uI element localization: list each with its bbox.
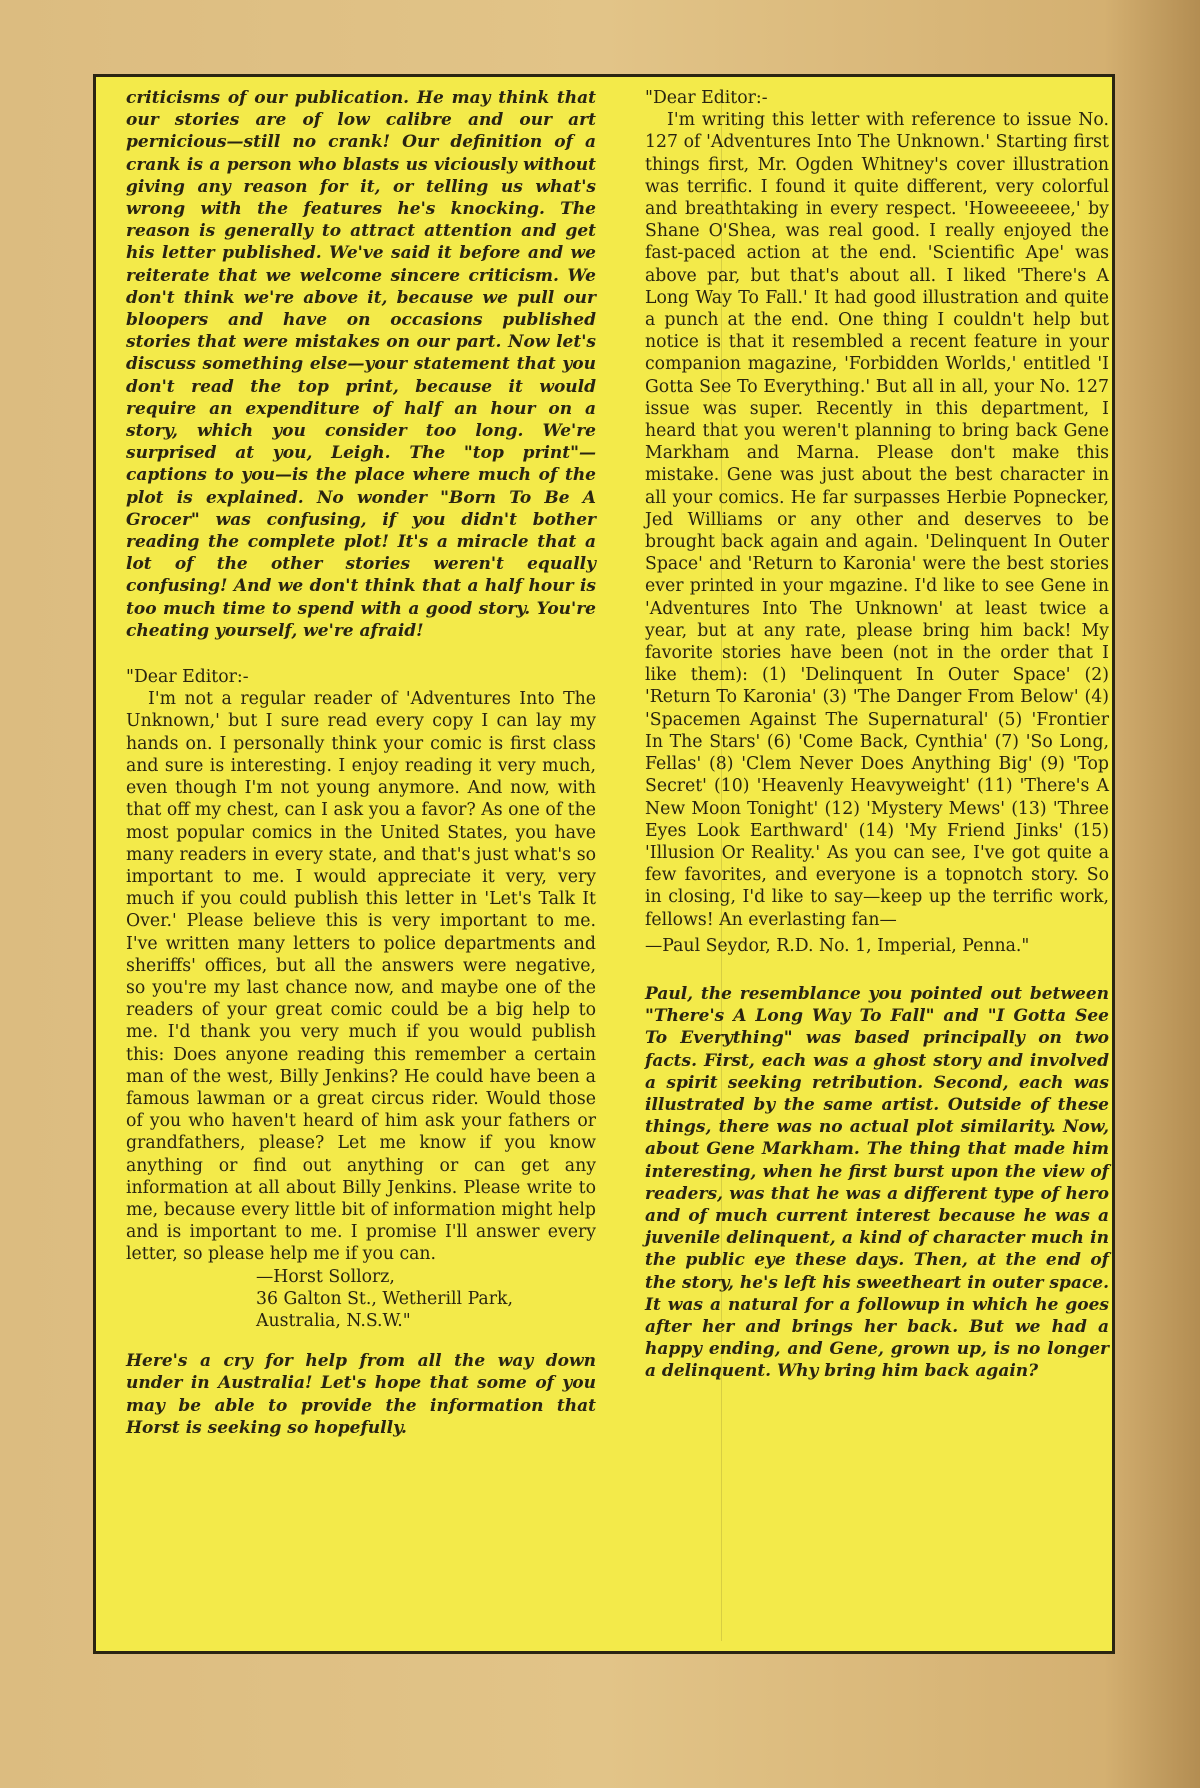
- signature-paul: —Paul Seydor, R.D. No. 1, Imperial, Penna.": [645, 935, 1030, 956]
- right-column: [645, 87, 1109, 1383]
- letter-body-paul: I'm writing this letter with reference to issue No. 127 of 'Adventures Into The Unknown.' Starting first things first, Mr. Ogden Whitney's cover illustration was terrific. I found it quite different, very colorful and breathtaking in every respect. 'Howeeeeee,' by Shane O'Shea, was real good. I really enjoyed the fast-paced action at the end. 'Scientific Ape' was above par, but that's about all. I liked 'There's A Long Way To Fall.' It had good illustration and quite a punch at the end. One thing I couldn't help but notice is that it resembled a recent feature in your companion magazine, 'Forbidden Worlds,' entitled 'I Gotta See To Everything.' But all in all, your No. 127 issue was super. Recently in this department, I heard that you weren't planning to bring back Gene Markham and Marna. Please don't make this mistake. Gene was just about the best character in all your comics. He far surpasses Herbie Popnecker, Jed Williams or any other and deserves to be brought back again and again. 'Delinquent In Outer Space' and 'Return to Karonia' were the best stories ever printed in your mgazine. I'd like to see Gene in 'Adventures Into The Unknown' at least twice a year, but at any rate, please bring him back! My favorite stories have been (not in the order that I like them): (1) 'Delinquent In Outer Space' (2) 'Return To Karonia' (3) 'The Danger From Below' (4) 'Spacemen Against The Supernatural' (5) 'Frontier In The Stars' (6) 'Come Back, Cynthia' (7) 'So Long, Fellas' (8) 'Clem Never Does Anything Big' (9) 'Top Secret' (10) 'Heavenly Heavyweight' (11) 'There's A New Moon Tonight' (12) 'Mystery Mews' (13) 'Three Eyes Look Earthward' (14) 'My Friend Jinks' (15) 'Illusion Or Reality.' As you can see, I've got quite a few favorites, and everyone is a topnotch story. So in closing, I'd like to say—keep up the terrific work, fellows! An everlasting fan—: [645, 110, 1109, 930]
- letter-salutation-paul: "Dear Editor:-: [645, 88, 768, 108]
- left-column: [126, 87, 596, 1439]
- editor-reply-paul: Paul, the resemblance you pointed out between "There's A Long Way To Fall" and "I Gotta See To Everything" was based principally on two facts. First, each was a ghost story and involved a spirit seeking retribution. Second, each was illustrated by the same artist. Outside of these things, there was no actual plot similarity. Now, about Gene Markham. The thing that made him interesting, when he first burst upon the view of readers, was that he was a different type of hero and of much current interest because he was a juvenile delinquent, a kind of character much in the public eye these days. Then, at the end of the story, he's left his sweetheart in outer space. It was a natural for a followup in which he goes after her and brings her back. But we had a happy ending, and Gene, grown up, is no longer a delinquent. Why bring him back again?: [645, 983, 1109, 1382]
- letter-salutation-horst: "Dear Editor:-: [126, 667, 249, 688]
- signature-address-line1: 36 Galton St., Wetherill Park,: [256, 1288, 513, 1309]
- editor-reply-horst: Here's a cry for help from all the way down under in Australia! Let's hope that some of you may be able to provide the information that Horst is seeking so hopefully.: [126, 1351, 596, 1438]
- editor-reply-leigh: criticisms of our publication. He may think that our stories are of low calibre and our art pernicious—still no crank! Our definition of a crank is a person who blasts us viciously without giving any reason for it, or telling us what's wrong with the features he's knocking. The reason is generally to attract attention and get his letter published. We've said it before and we reiterate that we welcome sincere criticism. We don't think we're above it, because we pull our bloopers and have on occasions published stories that were mistakes on our part. Now let's discuss something else—your statement that you don't read the top print, because it would require an expenditure of half an hour on a story, which you consider too long. We're surprised at you, Leigh. The "top print"—captions to you—is the place where much of the plot is explained. No wonder "Born To Be A Grocer" was confusing, if you didn't bother reading the complete plot! It's a miracle that a lot of the other stories weren't equally confusing! And we don't think that a half hour is too much time to spend with a good story. You're cheating yourself, we're afraid!: [126, 88, 596, 641]
- letter-body-horst: I'm not a regular reader of 'Adventures Into The Unknown,' but I sure read every copy I can lay my hands on. I personally think your comic is first class and sure is interesting. I enjoy reading it very much, even though I'm not young anymore. And now, with that off my chest, can I ask you a favor? As one of the most popular comics in the United States, you have many readers in every state, and that's just what's so important to me. I would appreciate it very, very much if you could publish this letter in 'Let's Talk It Over.' Please believe this is very important to me. I've written many letters to police departments and sheriffs' offices, but all the answers were negative, so you're my last chance now, and maybe one of the readers of your great comic could be a big help to me. I'd thank you very much if you would publish this: Does anyone reading this remember a certain man of the west, Billy Jenkins? He could have been a famous lawman or a great circus rider. Would those of you who haven't heard of him ask your fathers or grandfathers, please? Let me know if you know anything or find out anything or can get any information at all about Billy Jenkins. Please write to me, because every little bit of information might help and is important to me. I promise I'll answer every letter, so please help me if you can.: [126, 689, 596, 1265]
- signature-name-horst: —Horst Sollorz,: [256, 1266, 395, 1287]
- letters-panel: [93, 74, 1115, 1654]
- signature-address-line2: Australia, N.S.W.": [256, 1310, 411, 1331]
